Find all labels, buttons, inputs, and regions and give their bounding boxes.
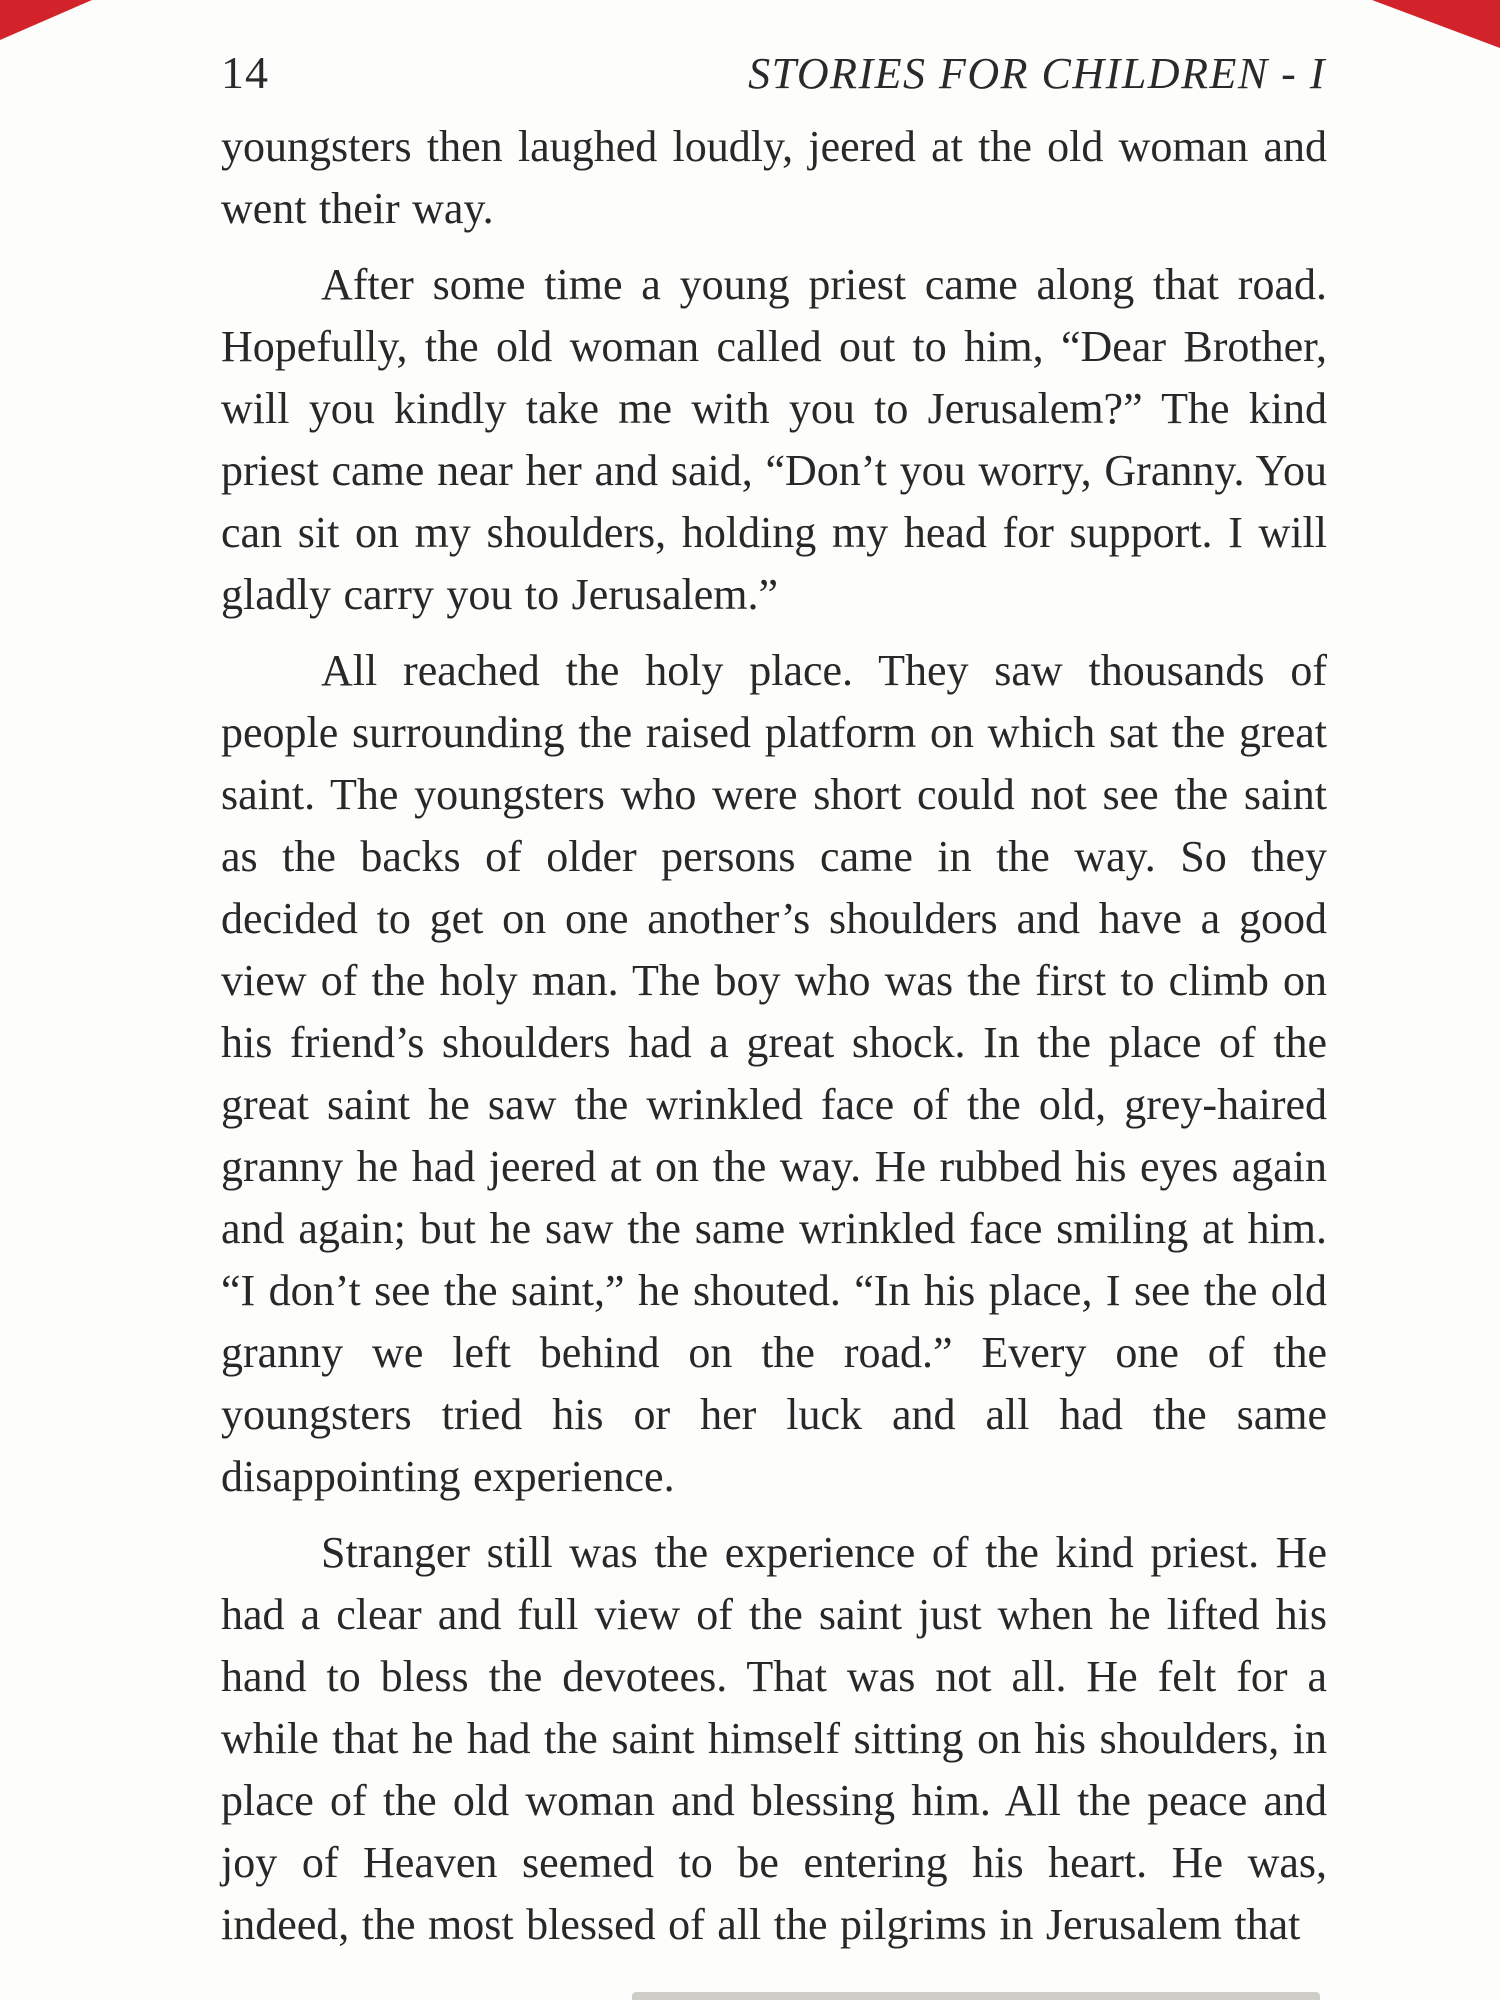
red-corner-artifact-right xyxy=(1372,0,1500,48)
scan-artifact-bottom xyxy=(632,1992,1320,2000)
page-number: 14 xyxy=(221,47,269,98)
paragraph: All reached the holy place. They saw thousands of people surrounding the raised platform on which sat the great saint. The youngsters who were short could not see the saint as the backs of older persons came in the way. So they decided to get on one another’s shoulders and have a good view of the holy man. The boy who was the first to climb on his friend’s shoulders had a great shock. In the place of the great saint he saw the wrinkled face of the old, grey-haired granny he had jeered at on the way. He rubbed his eyes again and again; but he saw the same wrinkled face smiling at him. “I don’t see the saint,” he shouted. “In his place, I see the old granny we left behind on the road.” Every one of the youngsters tried his or her luck and all had the same disappointing experience. xyxy=(221,646,1327,1501)
page-header xyxy=(221,46,1326,99)
paragraph: Stranger still was the experience of the kind priest. He had a clear and full view of the saint just when he lifted his hand to bless the devotees. That was not all. He felt for a while that he had the saint himself sitting on his shoulders, in place of the old woman and blessing him. All the peace and joy of Heaven seemed to be entering his heart. He was, indeed, the most blessed of all the pilgrims in Jerusalem that xyxy=(221,1528,1327,1949)
body-text xyxy=(221,116,1327,1970)
header-title: STORIES FOR CHILDREN - I xyxy=(748,49,1326,98)
red-corner-artifact-left xyxy=(0,0,92,40)
paragraph: After some time a young priest came along that road. Hopefully, the old woman called out to him, “Dear Brother, will you kindly take me with you to Jerusalem?” The kind priest came near her and said, “Don’t you worry, Granny. You can sit on my shoulders, holding my head for support. I will gladly carry you to Jerusalem.” xyxy=(221,260,1327,619)
paragraph: youngsters then laughed loudly, jeered at the old woman and went their way. xyxy=(221,122,1327,233)
